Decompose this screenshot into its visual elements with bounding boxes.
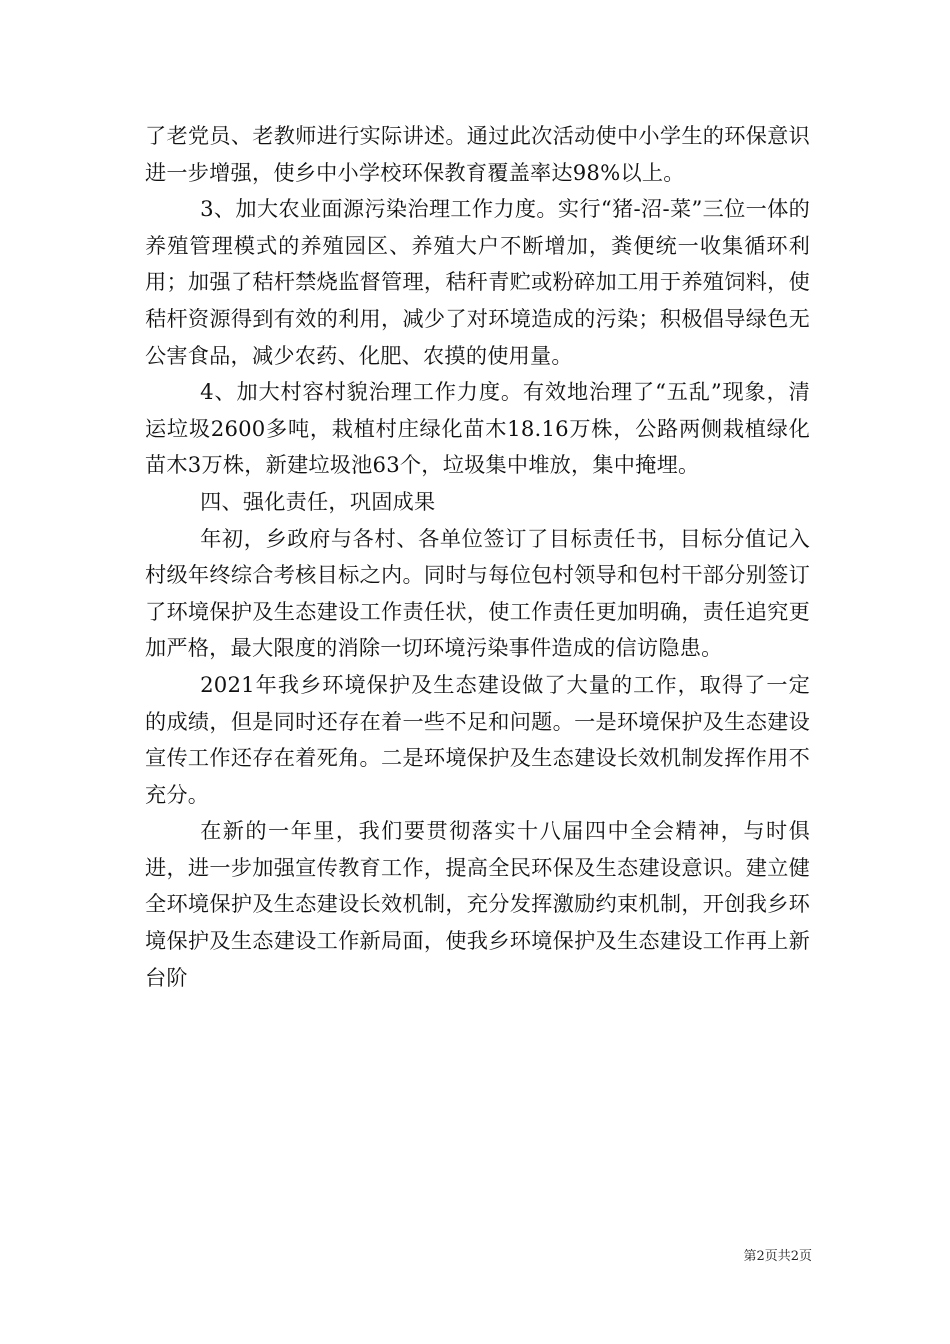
paragraph-1: 了老党员、老教师进行实际讲述。通过此次活动使中小学生的环保意识进一步增强，使乡中小学校环保教育覆盖率达98%以上。 <box>145 123 810 185</box>
section-heading: 四、强化责任，巩固成果 <box>200 488 436 514</box>
paragraph-2: 3、加大农业面源污染治理工作力度。实行“猪-沼-菜”三位一体的养殖管理模式的养殖园区、养殖大户不断增加，粪便统一收集循环利用；加强了秸杆禁烧监督管理，秸秆青贮或粉碎加工用于养殖饲料，使秸杆资源得到有效的利用，减少了对环境造成的污染；积极倡导绿色无公害食品，减少农药、化肥、农摸的使用量。 <box>145 196 810 368</box>
page-number-footer: 第2页共2页 <box>743 1249 812 1264</box>
paragraph-4: 年初，乡政府与各村、各单位签订了目标责任书，目标分值记入村级年终综合考核目标之内。同时与每位包村领导和包村干部分别签订了环境保护及生态建设工作责任状，使工作责任更加明确，责任追究更加严格，最大限度的消除一切环境污染事件造成的信访隐患。 <box>145 525 810 661</box>
paragraph-5: 2021年我乡环境保护及生态建设做了大量的工作，取得了一定的成绩，但是同时还存在着一些不足和问题。一是环境保护及生态建设宣传工作还存在着死角。二是环境保护及生态建设长效机制发挥作用不充分。 <box>145 671 810 807</box>
paragraph-3: 4、加大村容村貌治理工作力度。有效地治理了“五乱”现象，清运垃圾2600多吨，栽植村庄绿化苗木18.16万株，公路两侧栽植绿化苗木3万株，新建垃圾池63个，垃圾集中堆放，集中掩埋。 <box>145 379 810 478</box>
document-body <box>145 118 810 996</box>
paragraph-6: 在新的一年里，我们要贯彻落实十八届四中全会精神，与时俱进，进一步加强宣传教育工作，提高全民环保及生态建设意识。建立健全环境保护及生态建设长效机制，充分发挥激励约束机制，开创我乡环境保护及生态建设工作新局面，使我乡环境保护及生态建设工作再上新台阶 <box>145 818 810 990</box>
